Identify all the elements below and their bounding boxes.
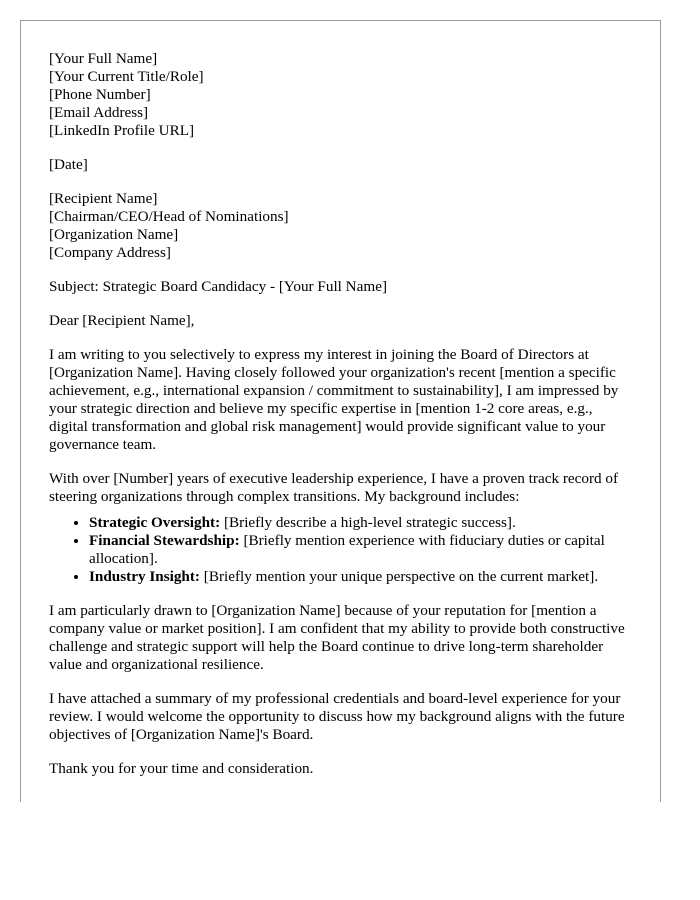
list-item bbox=[89, 514, 635, 532]
experience-paragraph: With over [Number] years of executive leadership experience, I have a proven track record of steering organizations through complex transitions. My background includes: bbox=[49, 470, 619, 505]
highlights-list bbox=[49, 514, 635, 586]
highlight-label: Financial Stewardship: bbox=[89, 532, 240, 549]
recipient-title: [Chairman/CEO/Head of Nominations] bbox=[49, 208, 289, 225]
sender-title: [Your Current Title/Role] bbox=[49, 68, 204, 85]
highlight-text: [Briefly describe a high-level strategic success]. bbox=[220, 514, 516, 531]
highlight-label: Industry Insight: bbox=[89, 568, 200, 585]
sender-phone: [Phone Number] bbox=[49, 86, 151, 103]
sender-name: [Your Full Name] bbox=[49, 50, 158, 67]
sender-email: [Email Address] bbox=[49, 104, 149, 121]
recipient-organization: [Organization Name] bbox=[49, 226, 179, 243]
recipient-block bbox=[49, 190, 635, 262]
highlight-label: Strategic Oversight: bbox=[89, 514, 221, 531]
list-item bbox=[89, 568, 635, 586]
highlight-text: [Briefly mention your unique perspective on the current market]. bbox=[200, 568, 599, 585]
closing-paragraph: Thank you for your time and consideration. bbox=[49, 760, 314, 777]
list-item bbox=[89, 532, 635, 568]
intro-paragraph: I am writing to you selectively to express my interest in joining the Board of Directors at [Organization Name]. Having closely followed your organization's recent [mention a specific achievement, e.g., international expansion / commitment to sustainability], I am impressed by your strategic direction and believe my specific expertise in [mention 1-2 core areas, e.g., digital transformation and global risk management] would provide significant value to your governance team. bbox=[49, 346, 619, 453]
recipient-address: [Company Address] bbox=[49, 244, 171, 261]
recipient-name: [Recipient Name] bbox=[49, 190, 158, 207]
subject-line: Subject: Strategic Board Candidacy - [Your Full Name] bbox=[49, 278, 388, 295]
sender-linkedin: [LinkedIn Profile URL] bbox=[49, 122, 195, 139]
sender-block bbox=[49, 50, 635, 140]
motivation-paragraph: I am particularly drawn to [Organization Name] because of your reputation for [mention a company value or market position]. I am confident that my ability to provide both constructive challenge and strategic support will help the Board continue to drive long-term shareholder value and organizational resilience. bbox=[49, 602, 625, 673]
attachment-paragraph: I have attached a summary of my professional credentials and board-level experience for your review. I would welcome the opportunity to discuss how my background aligns with the future objectives of [Organization Name]'s Board. bbox=[49, 690, 625, 743]
letter-date: [Date] bbox=[49, 156, 88, 173]
highlight-text: [Briefly mention experience with fiduciary duties or capital allocation]. bbox=[89, 532, 605, 567]
salutation: Dear [Recipient Name], bbox=[49, 312, 195, 329]
letter-page bbox=[20, 20, 661, 802]
